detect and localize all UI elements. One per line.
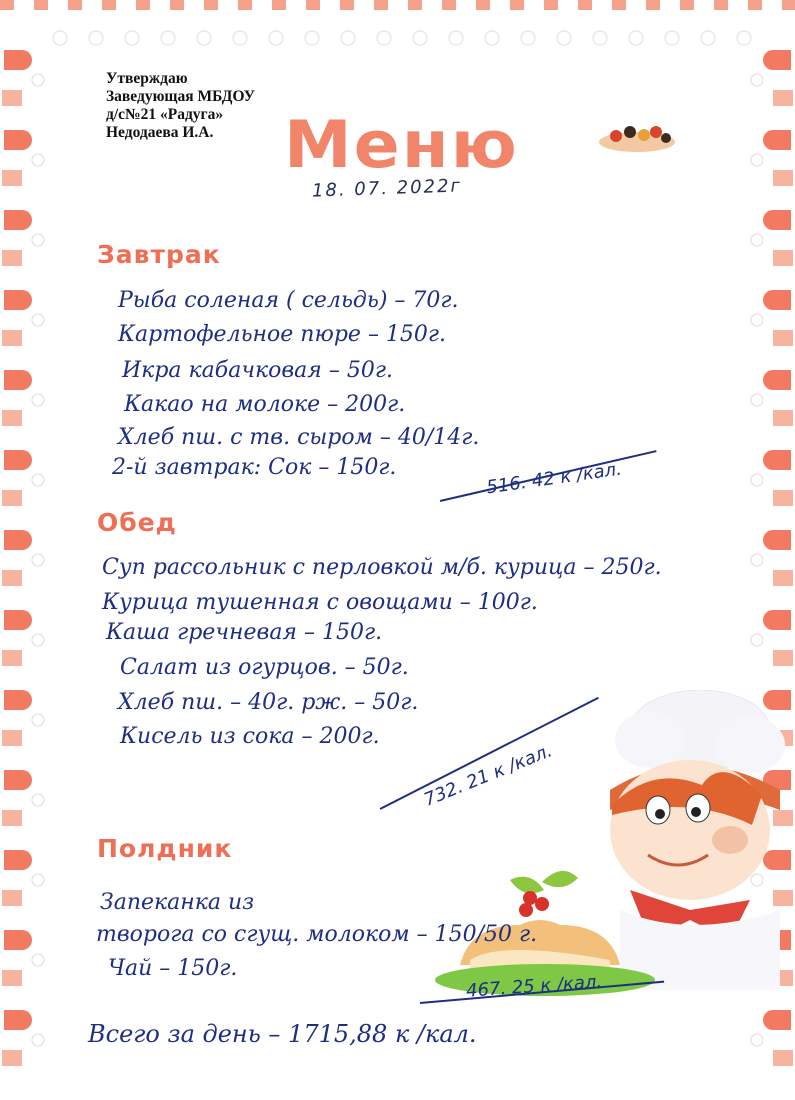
left-border-pattern: [0, 20, 46, 1100]
list-item: Чай – 150г.: [108, 956, 238, 981]
list-item: творога со сгущ. молоком – 150/50 г.: [96, 922, 538, 947]
menu-title: Меню: [284, 107, 519, 184]
list-item: Какао на молоке – 200г.: [124, 392, 406, 417]
list-item: Каша гречневая – 150г.: [106, 620, 383, 645]
scalloped-edge: [0, 0, 795, 60]
approval-block: [106, 70, 255, 142]
approval-line-2: Заведующая МБДОУ: [106, 88, 256, 105]
bowl-icon: [596, 120, 678, 156]
approval-line-3: д/с№21 «Радуга»: [106, 106, 224, 123]
list-item: Запеканка из: [100, 890, 255, 915]
menu-date: 18. 07. 2022г: [311, 175, 463, 202]
list-item: Курица тушенная с овощами – 100г.: [102, 590, 538, 615]
list-item: Рыба соленая ( сельдь) – 70г.: [118, 288, 459, 313]
list-item: Картофельное пюре – 150г.: [118, 322, 447, 347]
list-item: Салат из огурцов. – 50г.: [120, 655, 409, 680]
daily-total: Всего за день – 1715,88 к /кал.: [88, 1020, 477, 1048]
list-item: Кисель из сока – 200г.: [120, 724, 380, 749]
breakfast-kcal: 516. 42 к /кал.: [485, 458, 624, 499]
approval-line-1: Утверждаю: [106, 70, 188, 87]
list-item: Суп рассольник с перловкой м/б. курица – 250г.: [102, 555, 662, 580]
section-title-lunch: Обед: [97, 508, 177, 537]
list-item: Икра кабачковая – 50г.: [122, 358, 393, 383]
approval-line-4: Недодаева И.А.: [106, 124, 214, 141]
snack-kcal: 467. 25 к /кал.: [465, 971, 603, 1002]
list-item: Хлеб пш. с тв. сыром – 40/14г.: [118, 425, 480, 450]
section-title-snack: Полдник: [97, 834, 233, 863]
list-item: Хлеб пш. – 40г. рж. – 50г.: [118, 690, 419, 715]
section-title-breakfast: Завтрак: [97, 240, 221, 269]
list-item: 2-й завтрак: Сок – 150г.: [112, 455, 397, 480]
lunch-kcal: 732. 21 к /кал.: [421, 740, 556, 811]
